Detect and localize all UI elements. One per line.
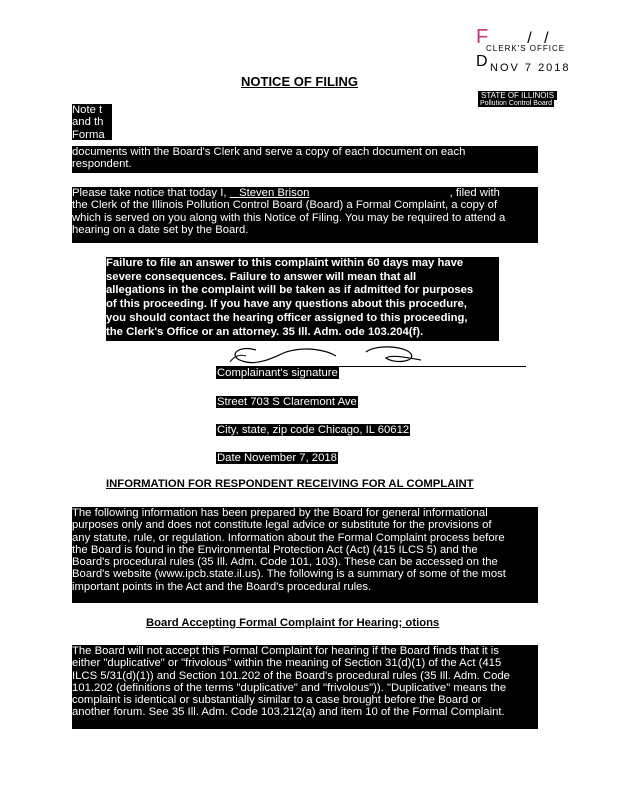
intro-line: documents with the Board's Clerk and serve a copy of each document on each xyxy=(72,146,466,158)
date-field: Date November 7, 2018 xyxy=(217,452,337,464)
info-line: Board's procedural rules (35 Ill. Adm. Code 101, 103). These can be accessed on the xyxy=(72,556,498,569)
info-line: The following information has been prepared by the Board for general informational xyxy=(72,507,488,519)
warning-line: allegations in the complaint will be taken as if admitted for purposes xyxy=(106,284,474,297)
signature-label: Complainant's signature xyxy=(217,367,338,379)
warning-line: the Clerk's Office or an attorney. 35 Ill. Adm. ode 103.204(f). xyxy=(106,325,424,338)
intro-line: and th xyxy=(72,116,104,129)
accepting-line: another forum. See 35 Ill. Adm. Code 103.212(a) and item 10 of the Formal Complaint. xyxy=(72,706,505,719)
warning-line: Failure to file an answer to this complaint within 60 days may have xyxy=(106,257,464,269)
received-stamp xyxy=(476,26,576,116)
stamp-clerks-office: CLERK'S OFFICE xyxy=(486,44,566,53)
accepting-heading: Board Accepting Formal Complaint for Hearing; otions xyxy=(146,617,440,629)
info-line: Board's website (www.ipcb.state.il.us). The following is a summary of some of the most xyxy=(72,568,506,581)
warning-paragraph xyxy=(106,257,499,341)
accepting-paragraph xyxy=(72,645,538,729)
intro-line: Note t xyxy=(72,104,103,116)
warning-line: of this proceeding. If you have any questions about this procedure, xyxy=(106,298,467,311)
intro-block xyxy=(72,146,538,173)
city-field: City, state, zip code Chicago, IL 60612 xyxy=(217,424,410,436)
accepting-line: The Board will not accept this Formal Complaint for hearing if the Board finds that it is xyxy=(72,645,499,657)
accepting-line: ILCS 5/31(d)(1)) and Section 101.202 of the Board's procedural rules (35 Ill. Adm. Code xyxy=(72,669,510,682)
page-title: NOTICE OF FILING xyxy=(241,74,358,89)
stamp-date: NOV 7 2018 xyxy=(490,62,571,74)
notice-line: hearing on a date set by the Board. xyxy=(72,223,249,236)
info-paragraph xyxy=(72,507,538,603)
street-field: Street 703 S Claremont Ave xyxy=(217,396,357,408)
info-line: purposes only and does not constitute legal advice or substitute for the provisions of xyxy=(72,519,492,532)
notice-line-1: Please take notice that today I, Steven Brison , filed with xyxy=(72,187,500,199)
info-heading: INFORMATION FOR RESPONDENT RECEIVING FOR AL COMPLAINT xyxy=(106,478,474,490)
accepting-line: complaint is identical or substantially similar to a case brought before the Board or xyxy=(72,694,482,707)
complainant-name: Steven Brison xyxy=(239,187,310,199)
info-line: any statute, rule, or regulation. Information about the Formal Complaint process before xyxy=(72,531,505,544)
intro-line: Forma xyxy=(72,128,105,141)
notice-line: the Clerk of the Illinois Pollution Control Board (Board) a Formal Complaint, a copy of xyxy=(72,199,498,212)
warning-line: severe consequences. Failure to answer will mean that all xyxy=(106,270,417,283)
info-line: the Board is found in the Environmental Protection Act (Act) (415 ILCS 5) and the xyxy=(72,543,478,556)
intro-line: respondent. xyxy=(72,158,132,171)
stamp-received-word: F / / D xyxy=(476,26,553,70)
stamp-state: STATE OF ILLINOIS xyxy=(478,91,557,100)
accepting-line: 101.202 (definitions of the terms "duplicative" and "frivolous")). "Duplicative" means the xyxy=(72,681,507,694)
accepting-line: either "duplicative" or "frivolous" within the meaning of Section 31(d)(1) of the Act (415 xyxy=(72,657,502,670)
notice-paragraph xyxy=(72,187,538,243)
warning-line: you should contact the hearing officer assigned to this proceeding, xyxy=(106,311,468,324)
stamp-board: Pollution Control Board xyxy=(480,100,552,107)
info-line: important points in the Act and the Board's procedural rules. xyxy=(72,580,372,593)
intro-fragment-block xyxy=(72,104,112,140)
notice-line: which is served on you along with this Notice of Filing. You may be required to attend a xyxy=(72,211,506,224)
